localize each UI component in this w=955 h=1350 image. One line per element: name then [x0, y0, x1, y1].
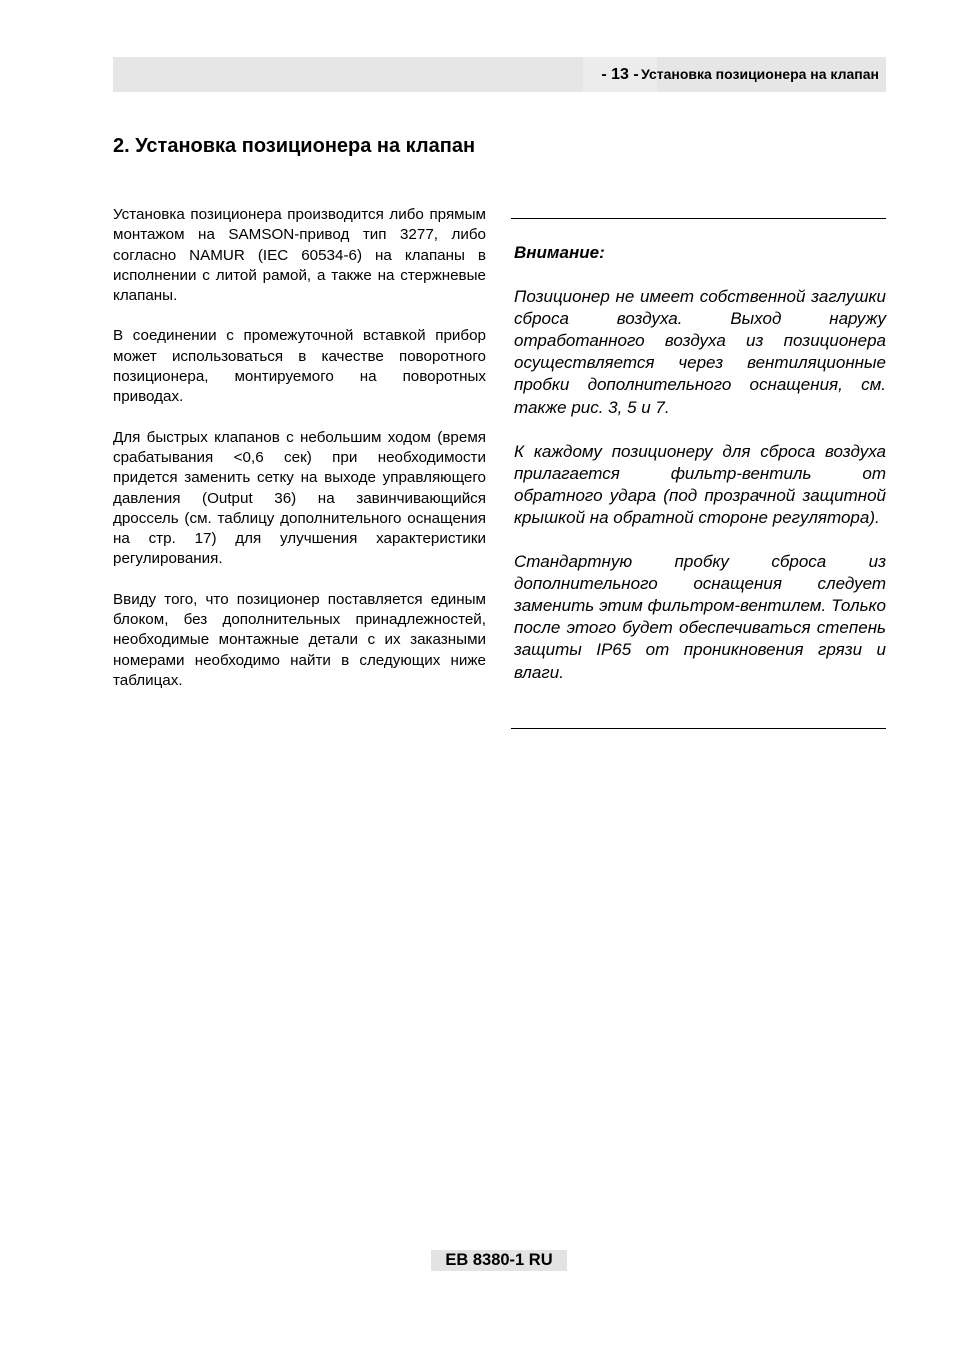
paragraph-accessories: Ввиду того, что позиционер поставляется единым блоком, без дополнительных принадлежностей, необходимые монтажные детали с их заказными номерами необходимо найти в следующих ниже таблицах.	[113, 590, 486, 689]
note-heading: Внимание:	[514, 243, 605, 262]
note-paragraph-filter: К каждому позиционеру для сброса воздуха прилагается фильтр-вентиль от обратного удара (под прозрачной защитной крышкой на обратной стороне регулятора).	[514, 441, 886, 527]
paragraph-mounting: Установка позиционера производится либо прямым монтажом на SAMSON-привод тип 3277, либо согласно NAMUR (IEC 60534-6) на клапаны в исполнении с литой рамой, а также на стержневые клапаны.	[113, 206, 486, 305]
note-paragraph-replace: Стандартную пробку сброса из дополнительного оснащения следует заменить этим фильтром-вентилем. Только после этого будет обеспечиваться степень защиты IP65 от проникновения грязи и влаги.	[514, 552, 886, 682]
paragraph-fast-valves: Для быстрых клапанов с небольшим ходом (время срабатывания <0,6 сек) при необходимости придется заменить сетку на выходе управляющего давления (Output 36) на завинчивающийся дроссель (см. таблицу дополнительного оснащения на стр. 17) для улучшения характеристики регулирования.	[113, 428, 486, 568]
page-number: - 13 -	[583, 57, 657, 92]
left-column	[113, 205, 486, 711]
document-number: EB 8380-1 RU	[431, 1250, 567, 1271]
note-paragraph-exhaust: Позиционер не имеет собственной заглушки сброса воздуха. Выход наружу отработанного воздуха из позиционера осуществляется через вентиляционные пробки дополнительного оснащения, см. также рис. 3, 5 и 7.	[514, 287, 886, 417]
note-content	[514, 242, 886, 706]
running-title: Установка позиционера на клапан	[641, 66, 879, 82]
paragraph-rotary: В соединении с промежуточной вставкой прибор может использоваться в качестве поворотного позиционера, монтируемого на поворотных приводах.	[113, 327, 486, 406]
attention-note	[511, 218, 886, 729]
section-title: 2. Установка позиционера на клапан	[113, 135, 476, 157]
page-header	[113, 57, 886, 92]
